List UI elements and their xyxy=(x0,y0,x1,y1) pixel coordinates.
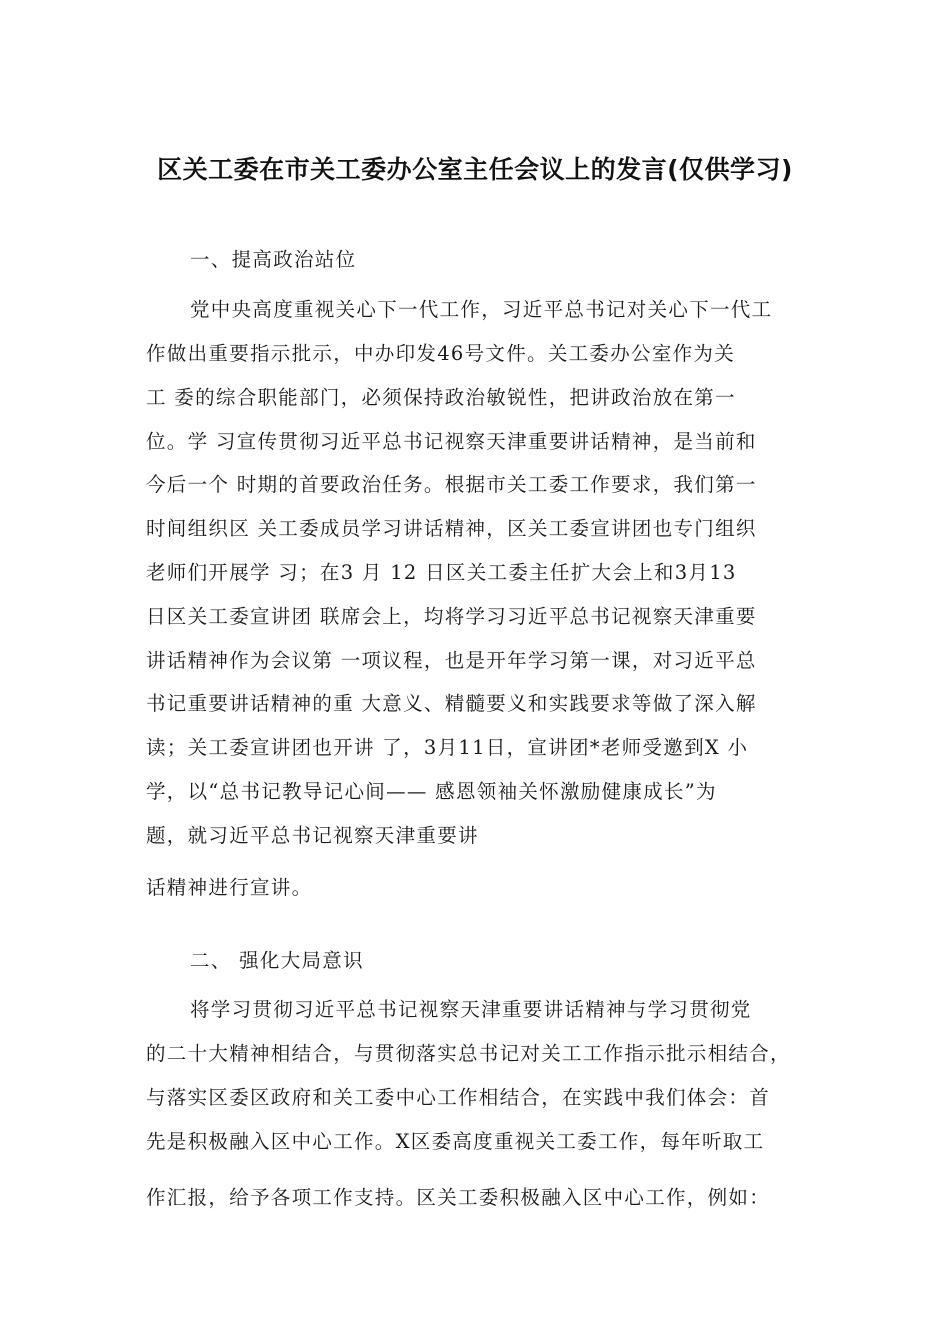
paragraph-line: 讲话精神作为会议第 一项议程，也是开年学习第一课，对习近平总 xyxy=(146,649,757,672)
paragraph-line: 题，就习近平总书记视察天津重要讲 xyxy=(146,824,479,847)
paragraph-line: 学，以“总书记教导记心间—— 感恩领袖关怀激励健康成长”为 xyxy=(146,780,717,803)
paragraph-line: 老师们开展学 习；在3 月 12 日区关工委主任扩大会上和3月13 xyxy=(146,561,737,584)
paragraph-line: 读；关工委宣讲团也开讲 了，3月11日，宣讲团*老师受邀到X 小 xyxy=(146,736,749,759)
paragraph-line: 书记重要讲话精神的重 大意义、精髓要义和实践要求等做了深入解 xyxy=(146,692,757,715)
paragraph-line: 与落实区委区政府和关工委中心工作相结合，在实践中我们体会：首 xyxy=(146,1086,771,1109)
paragraph-line: 今后一个 时期的首要政治任务。根据市关工委工作要求，我们第一 xyxy=(146,473,757,496)
paragraph-line: 工 委的综合职能部门，必须保持政治敏锐性，把讲政治放在第一 xyxy=(146,386,736,409)
paragraph-line: 作做出重要指示批示，中办印发46号文件。关工委办公室作为关 xyxy=(146,342,736,365)
paragraph-line: 先是积极融入区中心工作。X区委高度重视关工委工作，每年听取工 xyxy=(146,1130,765,1153)
paragraph-line: 将学习贯彻习近平总书记视察天津重要讲话精神与学习贯彻党 xyxy=(190,998,752,1021)
section-heading-2: 二、 强化大局意识 xyxy=(190,949,364,972)
paragraph-line: 位。学 习宣传贯彻习近平总书记视察天津重要讲话精神，是当前和 xyxy=(146,430,757,453)
section-heading-1: 一、提高政治站位 xyxy=(190,248,357,271)
paragraph-line: 日区关工委宣讲团 联席会上，均将学习习近平总书记视察天津重要 xyxy=(146,605,757,628)
document-title: 区关工委在市关工委办公室主任会议上的发言(仅供学习) xyxy=(157,155,793,184)
paragraph-line: 党中央高度重视关心下一代工作，习近平总书记对关心下一代工 xyxy=(190,298,773,321)
paragraph-line: 时间组织区 关工委成员学习讲话精神，区关工委宣讲团也专门组织 xyxy=(146,517,757,540)
paragraph-line: 作汇报，给予各项工作支持。区关工委积极融入区中心工作，例如： xyxy=(146,1186,771,1209)
paragraph-line: 话精神进行宣讲。 xyxy=(146,876,313,899)
paragraph-line: 的二十大精神相结合，与贯彻落实总书记对关工工作指示批示相结合， xyxy=(146,1042,791,1065)
